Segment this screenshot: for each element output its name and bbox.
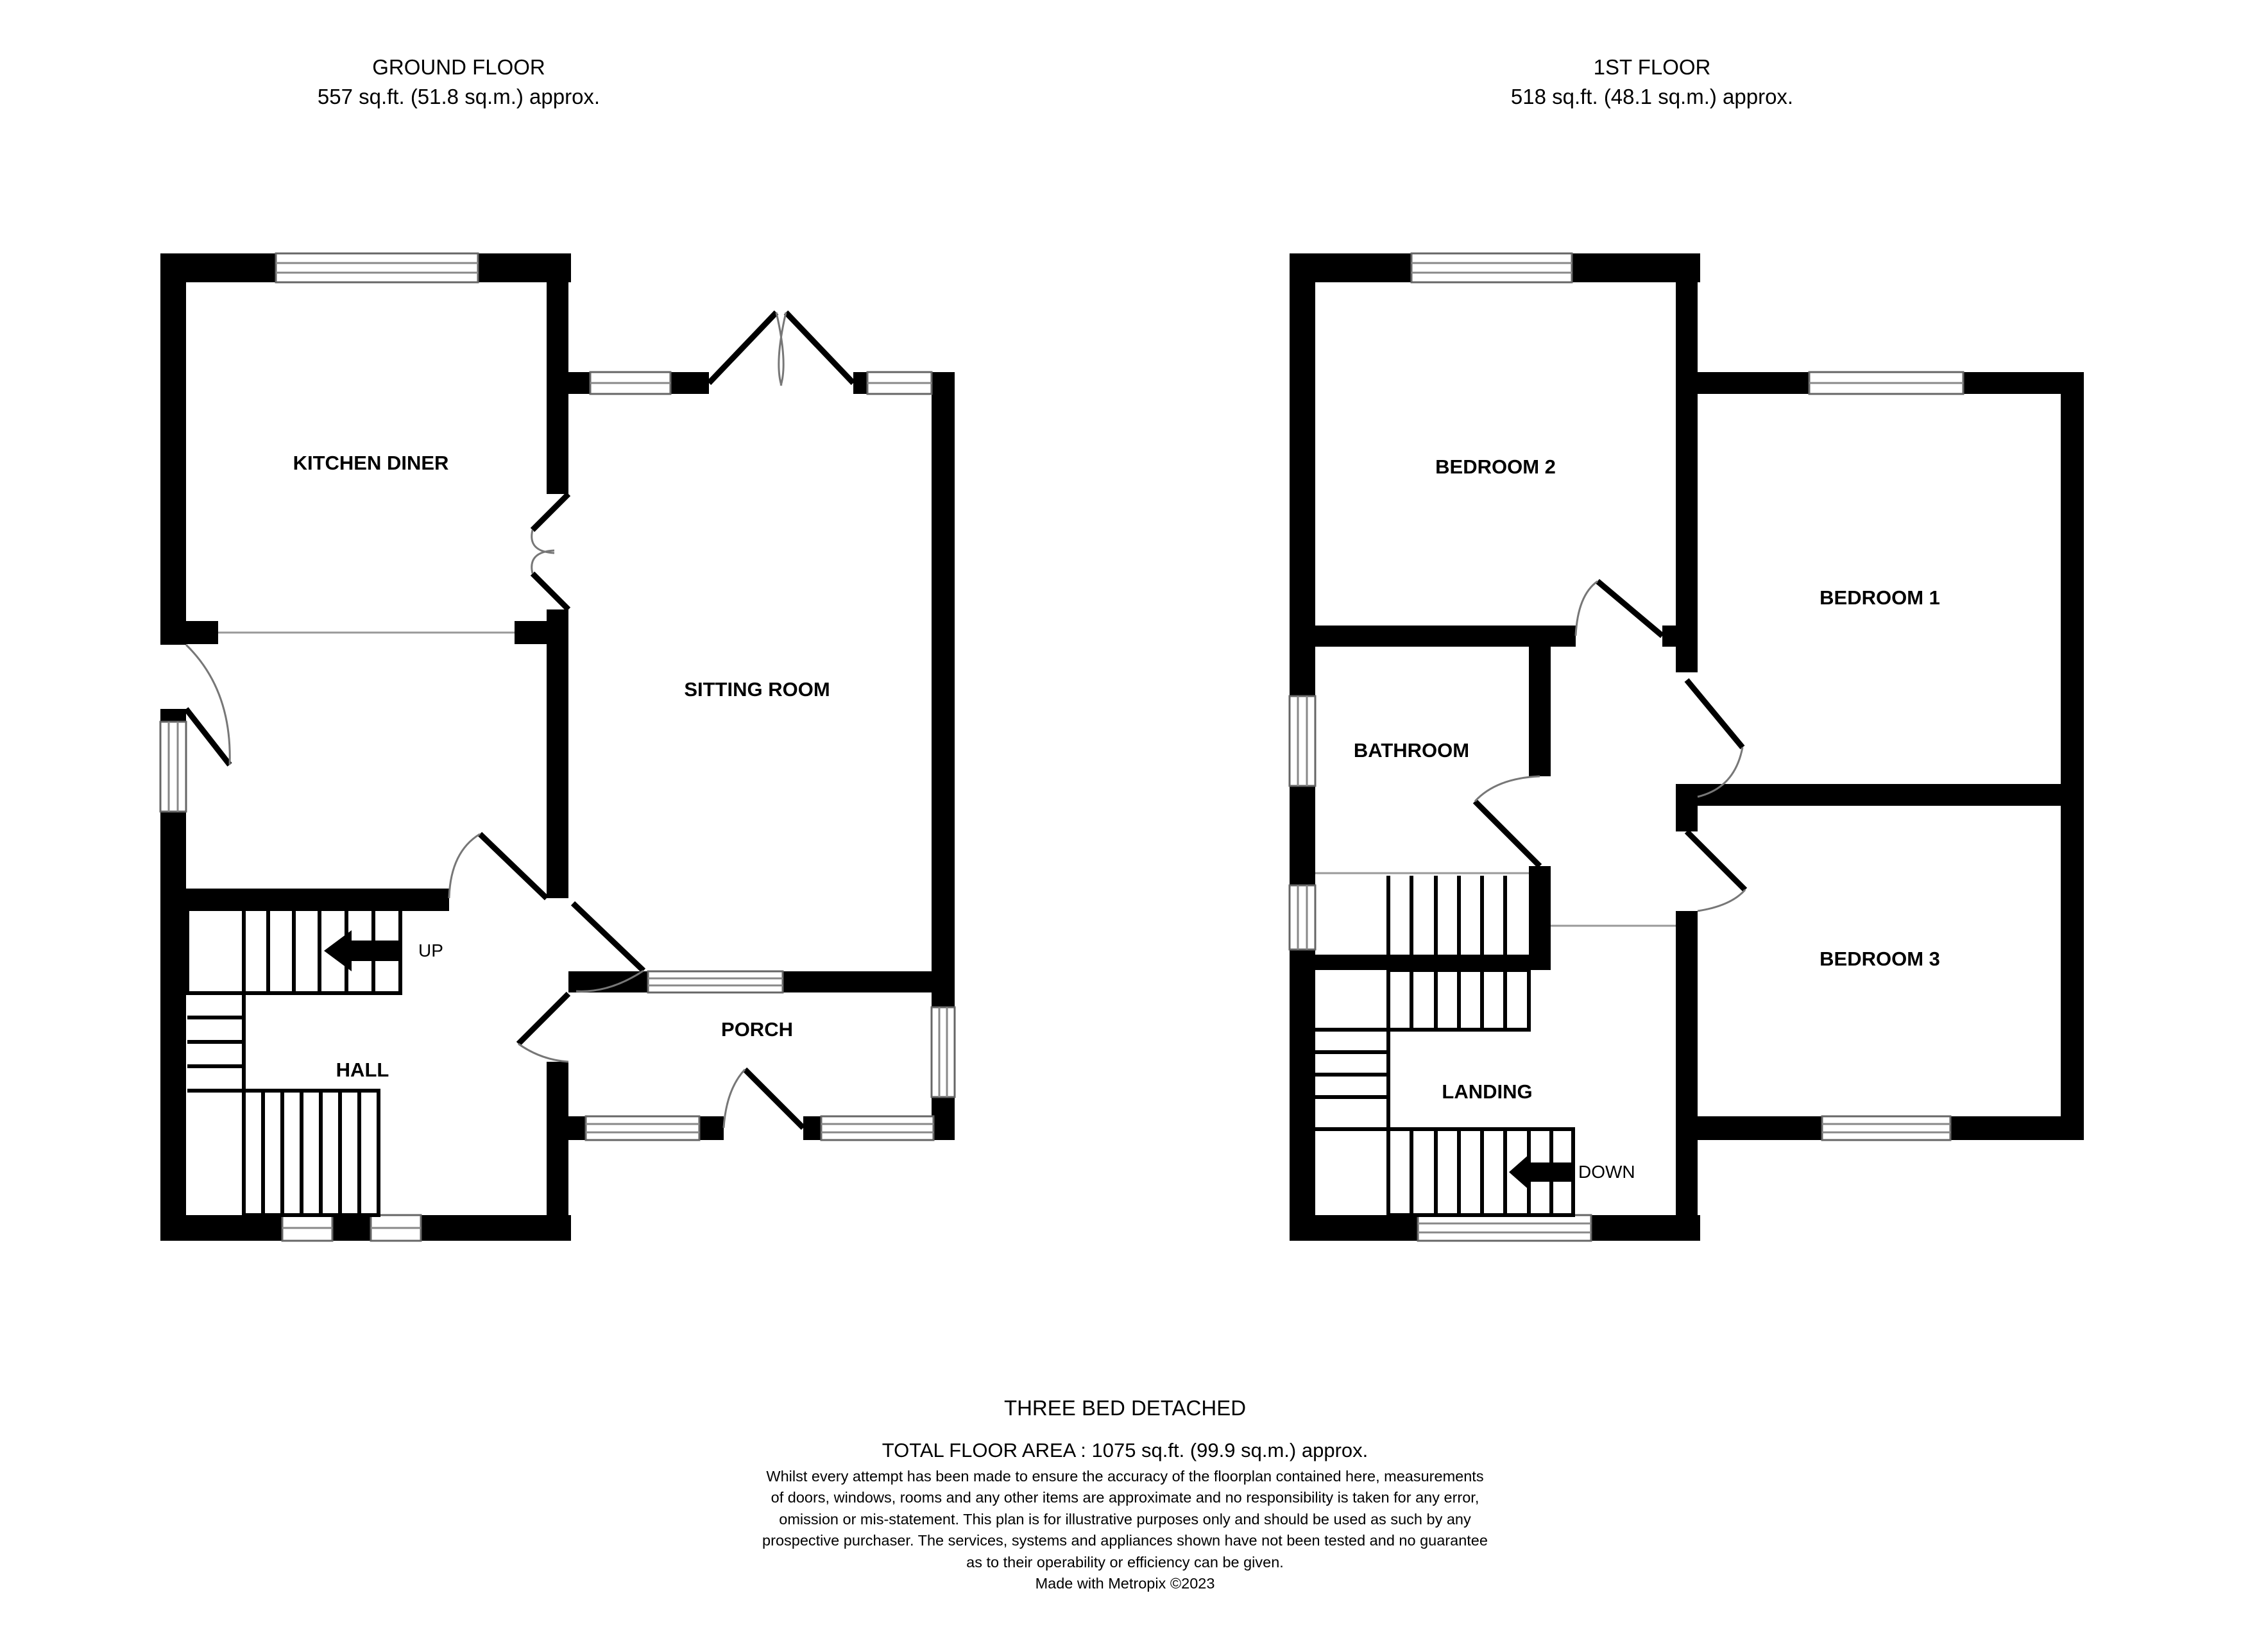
ground-doors <box>186 312 853 1128</box>
room-label-sitting-room: SITTING ROOM <box>684 678 830 701</box>
down-arrow-icon <box>1509 1153 1573 1191</box>
disclaimer-line: prospective purchaser. The services, systems and appliances shown have not been tested and no guarantee <box>762 1532 1488 1549</box>
room-label-bedroom-2: BEDROOM 2 <box>1435 456 1556 478</box>
room-label-landing: LANDING <box>1442 1080 1533 1103</box>
door-swing <box>1475 776 1540 866</box>
window <box>867 372 932 394</box>
door-swing <box>1576 581 1662 636</box>
property-type: THREE BED DETACHED <box>1003 1396 1247 1420</box>
first-room-labels <box>1354 456 1940 1182</box>
up-arrow-icon <box>324 930 402 971</box>
window <box>590 372 670 394</box>
door-swing <box>1687 680 1743 797</box>
disclaimer-line: omission or mis-statement. This plan is for illustrative purposes only and should be used as such by any <box>779 1510 1471 1528</box>
window <box>1809 372 1963 394</box>
window <box>932 1007 955 1097</box>
open-doorway <box>532 494 568 609</box>
ground-walls <box>160 253 955 1241</box>
window <box>1418 1215 1591 1241</box>
window <box>586 1116 699 1140</box>
window <box>160 722 186 812</box>
door-swing <box>1687 831 1745 911</box>
room-label-hall: HALL <box>336 1059 389 1081</box>
window <box>1822 1116 1950 1140</box>
room-label-bedroom-1: BEDROOM 1 <box>1820 586 1940 609</box>
room-label-bathroom: BATHROOM <box>1353 739 1470 762</box>
ground-floor-plan <box>160 253 955 1241</box>
ground-floor-area: 557 sq.ft. (51.8 sq.m.) approx. <box>317 85 601 108</box>
window <box>821 1116 933 1140</box>
window <box>371 1215 421 1241</box>
room-label-porch: PORCH <box>721 1018 793 1041</box>
room-label-bedroom-3: BEDROOM 3 <box>1820 948 1940 970</box>
window <box>276 253 478 282</box>
disclaimer-line: as to their operability or efficiency can be given. <box>966 1553 1284 1571</box>
french-doors <box>709 312 853 386</box>
disclaimer-line: of doors, windows, rooms and any other items are approximate and no responsibility is taken for any error, <box>771 1489 1479 1506</box>
door-swing <box>186 645 230 765</box>
ground-floor-title: GROUND FLOOR <box>372 55 545 79</box>
total-floor-area: TOTAL FLOOR AREA : 1075 sq.ft. (99.9 sq.m.) approx. <box>882 1439 1368 1461</box>
credit-line: Made with Metropix ©2023 <box>1035 1575 1215 1592</box>
room-label-kitchen-diner: KITCHEN DINER <box>293 452 449 474</box>
window <box>1411 253 1572 282</box>
door-swing <box>518 994 568 1062</box>
door-swing <box>449 834 547 898</box>
disclaimer-line: Whilst every attempt has been made to ensure the accuracy of the floorplan contained here, measurements <box>766 1468 1484 1485</box>
window <box>282 1215 332 1241</box>
first-floor-area: 518 sq.ft. (48.1 sq.m.) approx. <box>1510 85 1794 108</box>
stairs-down-label: DOWN <box>1578 1162 1635 1182</box>
window <box>1290 885 1315 949</box>
front-door-swing <box>724 1069 803 1128</box>
first-floor-title: 1ST FLOOR <box>1593 55 1711 79</box>
window <box>648 971 783 992</box>
disclaimer <box>0 1466 2250 1594</box>
stairs-up-label: UP <box>418 941 443 960</box>
window <box>1290 696 1315 786</box>
first-floor-plan <box>1290 253 2084 1241</box>
